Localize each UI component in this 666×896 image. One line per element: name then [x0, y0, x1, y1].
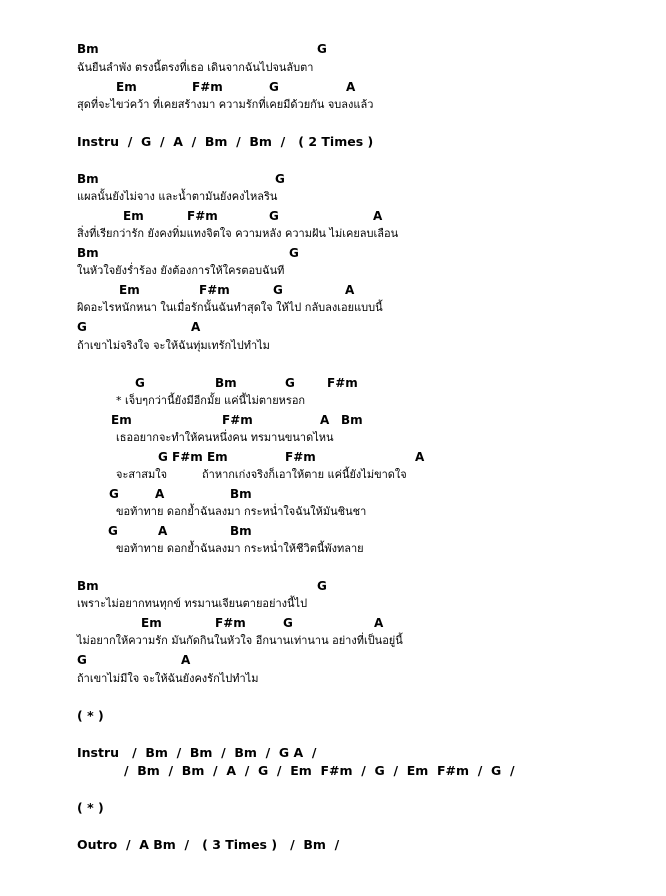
chord: G F#m Em: [158, 450, 228, 464]
chord-line: [0, 281, 355, 299]
chord-line: [0, 522, 252, 540]
lyric-text: ถ้าเขาไม่มีใจ จะให้ฉันยังคงรักไปทำไม: [77, 672, 259, 685]
lyric-text: ในหัวใจยังร่ำร้อง ยังต้องการให้ใครตอบฉันที: [77, 264, 285, 277]
lyric-text: เพราะไม่อยากทนทุกข์ ทรมานเจียนตายอย่างนี้ไป: [77, 597, 308, 610]
section-text: Outro / A Bm / ( 3 Times ) / Bm /: [77, 837, 340, 852]
lyric-line: [0, 632, 403, 650]
section-text: ( * ): [77, 708, 104, 723]
chord: G: [273, 283, 283, 297]
chord: F#m: [327, 376, 358, 390]
lyric-text: * เจ็บๆกว่านี้ยังมีอีกมั้ย แค่นี้ไม่ตายหรอก: [116, 394, 306, 407]
instrumental-line: [0, 762, 515, 780]
lyric-text: ขอท้าทาย ดอกย้ำฉันลงมา กระหน่ำให้ชีวิตนี้พังทลาย: [116, 542, 364, 555]
chord: F#m: [187, 209, 218, 223]
section-text: Instru / Bm / Bm / Bm / G A /: [77, 745, 317, 760]
chord-line: [0, 651, 191, 669]
chord-line: [0, 40, 327, 58]
chord: A: [320, 413, 330, 427]
chord: Bm: [215, 376, 237, 390]
chord: G: [275, 172, 285, 186]
chord-line: [0, 318, 201, 336]
lyric-line: [0, 503, 367, 521]
chord: G: [317, 42, 327, 56]
chord: Bm: [230, 524, 252, 538]
chord: G: [283, 616, 293, 630]
chord-line: [0, 448, 425, 466]
chord-line: [0, 244, 299, 262]
lyric-text: เธออยากจะทำให้คนหนึ่งคน ทรมานขนาดไหน: [116, 431, 334, 444]
chord: F#m: [222, 413, 253, 427]
chord: F#m: [215, 616, 246, 630]
lyric-text: สิ่งที่เรียกว่ารัก ยังคงทิ่มแทงจิตใจ ความหลัง ความฝัน ไม่เคยลบเลือน: [77, 227, 399, 240]
lyric-line: [0, 392, 306, 410]
lyric-text: จะสาสมใจ ถ้าหากเก่งจริงก็เอาให้ตาย แค่นี้ยังไม่ขาดใจ: [116, 468, 407, 481]
chord: Bm: [77, 172, 99, 186]
lyric-text: ถ้าเขาไม่จริงใจ จะให้ฉันทุ่มเทรักไปทำไม: [77, 339, 270, 352]
chord: G: [317, 579, 327, 593]
chord: Bm: [230, 487, 252, 501]
lyric-text: ขอท้าทาย ดอกย้ำฉันลงมา กระหน่ำใจฉันให้มันชินชา: [116, 505, 367, 518]
repeat-marker: [0, 799, 104, 817]
lyric-line: [0, 337, 270, 355]
chord: Em: [116, 80, 137, 94]
chord: A: [158, 524, 168, 538]
chord: Em: [141, 616, 162, 630]
chord: A: [155, 487, 165, 501]
chord: A: [373, 209, 383, 223]
repeat-marker: [0, 707, 104, 725]
lyric-text: ฉันยืนลำพัง ตรงนี้ตรงที่เธอ เดินจากฉันไปจนลับตา: [77, 61, 314, 74]
lyric-line: [0, 540, 364, 558]
chord: A: [345, 283, 355, 297]
chord: G: [135, 376, 145, 390]
chord-line: [0, 485, 252, 503]
lyric-line: [0, 262, 285, 280]
section-text: ( * ): [77, 800, 104, 815]
chord-line: [0, 411, 363, 429]
chord: G: [108, 524, 118, 538]
chord-line: [0, 577, 327, 595]
chord-line: [0, 207, 383, 225]
chord: Bm: [77, 246, 99, 260]
chord: G: [285, 376, 295, 390]
lyric-line: [0, 59, 314, 77]
chord-line: [0, 170, 285, 188]
section-text: Instru / G / A / Bm / Bm / ( 2 Times ): [77, 134, 374, 149]
chord: Bm: [77, 42, 99, 56]
chord: F#m: [199, 283, 230, 297]
lyric-text: ไม่อยากให้ความรัก มันกัดกินในหัวใจ อีกนานเท่านาน อย่างที่เป็นอยู่นี้: [77, 634, 403, 647]
chord: A: [181, 653, 191, 667]
chord: Em: [123, 209, 144, 223]
lyric-line: [0, 429, 334, 447]
section-text: / Bm / Bm / A / G / Em F#m / G / Em F#m / G /: [124, 763, 515, 778]
chord-line: [0, 374, 358, 392]
lyric-line: [0, 188, 278, 206]
chord: G: [289, 246, 299, 260]
chord: Bm: [341, 413, 363, 427]
lyric-text: ผิดอะไรหนักหนา ในเมื่อรักนั้นฉันทำสุดใจ ให้ไป กลับลงเอยแบบนี้: [77, 301, 383, 314]
lyric-line: [0, 466, 407, 484]
chord: A: [346, 80, 356, 94]
lyric-text: สุดที่จะไขว่คว้า ที่เคยสร้างมา ความรักที่เคยมีด้วยกัน จบลงแล้ว: [77, 98, 374, 111]
chord: G: [269, 80, 279, 94]
chord-line: [0, 614, 384, 632]
lyric-line: [0, 299, 383, 317]
chord: G: [269, 209, 279, 223]
chord: Em: [119, 283, 140, 297]
chord: G: [77, 320, 87, 334]
chord: G: [77, 653, 87, 667]
chord: G: [109, 487, 119, 501]
chord: F#m: [285, 450, 316, 464]
chord-line: [0, 78, 356, 96]
instrumental-line: [0, 133, 374, 151]
lyric-line: [0, 225, 399, 243]
chord: A: [191, 320, 201, 334]
outro-line: [0, 836, 340, 854]
lyric-line: [0, 670, 259, 688]
chord: A: [374, 616, 384, 630]
lyric-text: แผลนั้นยังไม่จาง และน้ำตามันยังคงไหลริน: [77, 190, 278, 203]
instrumental-line: [0, 744, 317, 762]
lyric-line: [0, 595, 308, 613]
chord: Em: [111, 413, 132, 427]
chord: Bm: [77, 579, 99, 593]
lyric-line: [0, 96, 374, 114]
chord: F#m: [192, 80, 223, 94]
chord: A: [415, 450, 425, 464]
